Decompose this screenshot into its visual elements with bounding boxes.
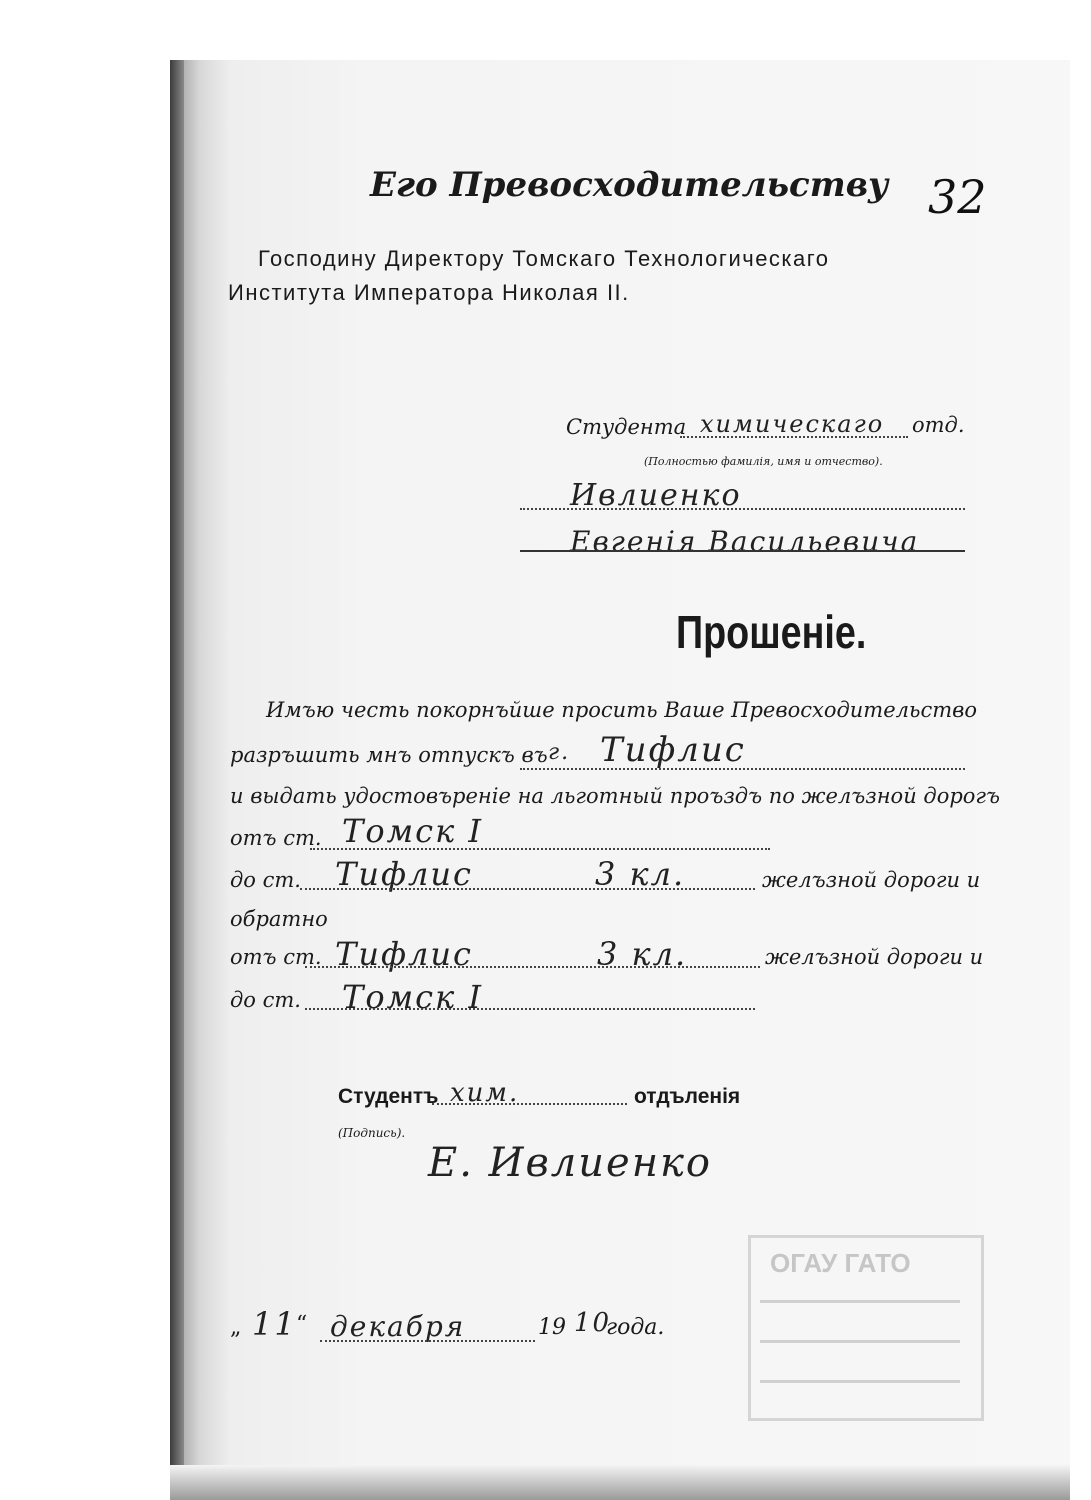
dotted-line [300,888,755,890]
railway-suffix-1: желъзной дороги и [762,868,981,892]
date-year-word: года. [606,1315,665,1340]
dotted-line [432,1103,627,1105]
address-line-1: Господину Директору Томскаго Технологическаго [258,246,830,271]
date-close-quote: “ [296,1312,308,1337]
from-label-2: отъ ст. [230,945,322,969]
underline [520,550,965,552]
class-1-handwritten: 3 кл. [595,855,686,893]
date-day-handwritten: 11 [252,1305,297,1343]
student-surname-handwritten: Ивлиенко [570,478,742,513]
document-title: Его Превосходительству [370,165,889,205]
from-station-1-handwritten: Томск I [342,812,483,850]
signature-student-label: Студентъ [338,1085,439,1108]
stamp-line [760,1340,960,1343]
return-label: обратно [230,907,328,931]
from-label-1: отъ ст. [230,826,322,850]
signature-hint: (Подпись). [338,1126,406,1140]
dotted-line [520,508,965,510]
dotted-line [320,1340,535,1342]
stamp-line [760,1380,960,1383]
body-line-2: разръшить мнъ отпускъ въ [230,743,548,767]
bottom-edge-shadow [170,1465,1070,1500]
class-2-handwritten: 3 кл. [597,935,688,973]
signature-department-handwritten: хим. [450,1078,520,1108]
date-year-suffix-handwritten: 10 [574,1308,612,1338]
archive-stamp-text: ОГАУ ГАТО [770,1248,911,1278]
dotted-line [305,966,760,968]
date-year-prefix: 19 [538,1315,566,1340]
address-line-2: Института Императора Николая II. [228,280,630,305]
city-prefix: г. [548,740,571,765]
student-label: Студента [566,415,687,439]
dotted-line [310,848,770,850]
to-station-1-handwritten: Тифлис [335,855,473,893]
student-department-handwritten: химическаго [700,410,885,438]
date-month-handwritten: декабря [330,1310,466,1343]
binding-shadow [170,60,184,1500]
signature-department-label: отдъленія [634,1085,741,1108]
date-open-quote: „ [230,1315,242,1340]
to-label-1: до ст. [230,868,301,892]
body-line-1: Имъю честь покорнъйше просить Ваше Превосходительство [266,698,977,722]
department-suffix: отд. [912,413,965,437]
name-hint: (Полностью фамилія, имя и отчество). [644,455,883,468]
to-label-2: до ст. [230,988,301,1012]
railway-suffix-2: желъзной дороги и [765,945,984,969]
to-station-2-handwritten: Томск I [342,978,483,1016]
body-line-3: и выдать удостовъреніе на льготный проъздъ по желъзной дорогъ [230,784,1001,808]
dotted-line [680,436,908,438]
page-number: 32 [928,170,987,224]
destination-city-handwritten: Тифлис [600,730,746,770]
dotted-line [305,1008,755,1010]
student-given-names-handwritten: Евгенія Васильевича [570,525,920,558]
request-title: Прошеніе. [676,606,867,658]
handwritten-signature: Е. Ивлиенко [428,1140,713,1186]
stamp-line [760,1300,960,1303]
from-station-2-handwritten: Тифлис [335,935,473,973]
dotted-line [520,768,965,770]
